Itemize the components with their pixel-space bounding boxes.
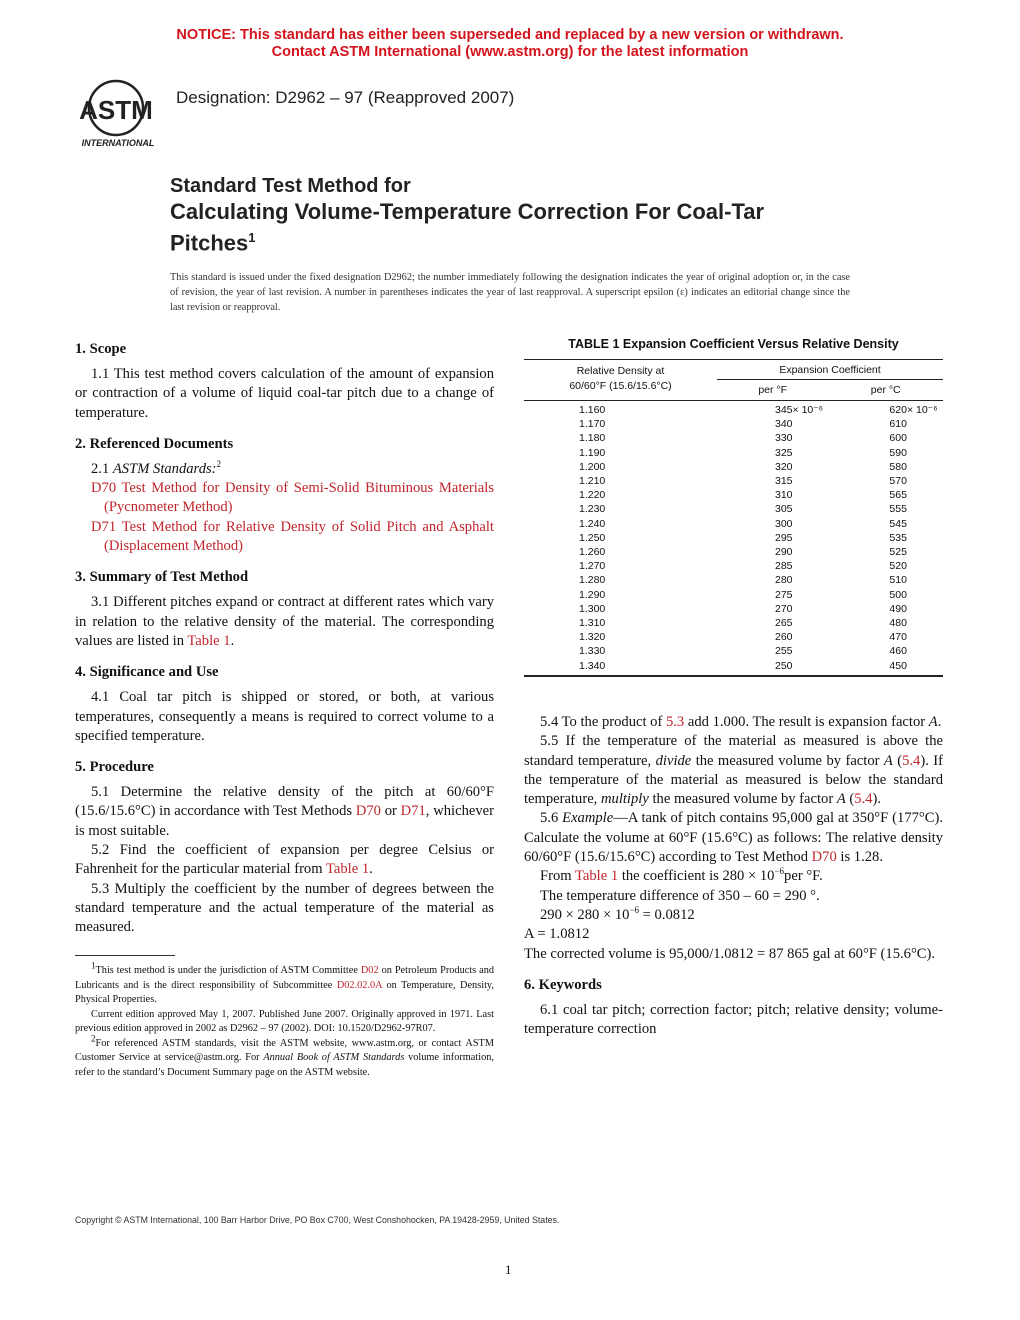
para-3-1: 3.1 Different pitches expand or contract at different rates which vary in relation to the relative density of the material. The corresponding values are listed in Table 1.: [75, 594, 494, 649]
col-header-density: Relative Density at 60/60°F (15.6/15.6°C): [569, 365, 672, 392]
table-row: [524, 431, 943, 445]
notice-line-2: Contact ASTM International (www.astm.org) for the latest information: [271, 44, 749, 60]
table-title: TABLE 1 Expansion Coefficient Versus Relative Density: [568, 337, 899, 351]
table-row: [524, 417, 943, 431]
cell-density: 1.210: [579, 475, 606, 488]
cell-density: 1.220: [579, 489, 606, 502]
table-row: [524, 644, 943, 658]
cell-density: 1.250: [579, 531, 606, 544]
para-5-1: 5.1 Determine the relative density of the pitch at 60/60°F (15.6/15.6°C) in accordance with Test Methods D70 or D71, whichever is most suitable.: [75, 784, 494, 839]
table-row: [524, 573, 943, 587]
preamble: This standard is issued under the fixed designation D2962; the number immediately following the designation indicates the year of original adoption or, in the case of revision, the year of last revision. A number in parentheses indicates the year of last reapproval. A superscript epsilon (ε) indicates an editorial change since the last revision or reapproval.: [170, 272, 850, 313]
example-line-1: From Table 1 the coefficient is $280 \times 10^{-6}per$ °F.: [540, 866, 823, 885]
cell-per-c: 610: [889, 418, 907, 431]
cell-per-c: 565: [889, 489, 907, 502]
cell-per-c: 570: [889, 475, 907, 488]
example-line-5: The corrected volume is 95,000/1.0812 = 87 865 gal at 60°F (15.6°C).: [524, 945, 936, 962]
cell-density: 1.320: [579, 631, 606, 644]
cell-per-f: 285: [775, 560, 793, 573]
cell-per-f: 340: [775, 418, 793, 431]
cell-per-c: 520: [889, 560, 907, 573]
cell-per-f: 310: [775, 489, 793, 502]
cell-per-c: 525: [889, 546, 907, 559]
cell-per-c: 535: [889, 531, 907, 544]
para-5-2: 5.2 Find the coefficient of expansion per degree Celsius or Fahrenheit for the particular material from Table 1.: [75, 842, 494, 878]
table-row: [524, 460, 943, 474]
ref-item-d71: D71 Test Method for Relative Density of Solid Pitch and Asphalt (Displacement Method): [91, 518, 494, 555]
cell-per-f: 275: [775, 588, 793, 601]
cell-per-f: 320: [775, 460, 793, 473]
title-footnote-mark: 1: [248, 230, 256, 245]
table-row: [524, 488, 943, 502]
cell-density: 1.160: [579, 404, 606, 416]
cell-per-f: 260: [775, 631, 793, 644]
link-5-3[interactable]: 5.3: [665, 714, 685, 730]
para-6-1: 6.1 coal tar pitch; correction factor; pitch; relative density; volume-temperature correction: [524, 1001, 943, 1038]
cell-density: 1.260: [579, 546, 606, 559]
cell-density: 1.300: [579, 602, 606, 615]
cell-per-c: 500: [889, 588, 907, 601]
table-row: [524, 517, 943, 531]
footnote-1: $^1$This test method is under the jurisdiction of ASTM Committee D02 on Petroleum Products and Lubricants and is the direct responsibility of Subcommittee D02.02.0A on Temperature, Density, Physical Properties.: [75, 960, 494, 1005]
link-d71[interactable]: D71: [91, 518, 117, 535]
cell-density: 1.180: [579, 432, 606, 445]
cell-density: 1.200: [579, 460, 606, 473]
page-number: 1: [505, 1262, 512, 1277]
table-row: [524, 588, 943, 602]
para-1-1: 1.1 This test method covers calculation of the amount of expansion or contraction of a volume of liquid coal-tar pitch due to a change of temperature.: [75, 366, 494, 421]
link-5-4[interactable]: 5.4: [854, 791, 873, 808]
link-d71[interactable]: D71: [400, 803, 426, 820]
link-5-4[interactable]: 5.4: [902, 752, 921, 769]
group-header-expansion: Expansion Coefficient: [717, 360, 943, 380]
cell-per-c: 555: [889, 503, 907, 516]
cell-per-c: 620× 10⁻⁶: [889, 404, 938, 416]
cell-per-c: 450: [889, 659, 907, 672]
heading-summary: 3. Summary of Test Method: [75, 569, 249, 586]
cell-per-c: 590: [889, 446, 907, 459]
table-row: [524, 403, 943, 417]
table-row: [524, 630, 943, 644]
cell-per-c: 490: [889, 602, 907, 615]
logo-caption: INTERNATIONAL: [81, 138, 155, 148]
link-d02-02-0a[interactable]: D02.02.0A: [336, 979, 383, 991]
link-table-1[interactable]: Table 1: [575, 868, 619, 885]
cell-density: 1.310: [579, 617, 606, 630]
cell-density: 1.230: [579, 503, 606, 516]
table-row: [524, 559, 943, 573]
page-title: [170, 174, 910, 256]
cell-density: 1.170: [579, 418, 606, 431]
cell-density: 1.190: [579, 446, 606, 459]
table-row: [524, 602, 943, 616]
cell-density: 1.270: [579, 560, 606, 573]
cell-per-f: 300: [775, 517, 793, 530]
cell-per-c: 510: [889, 574, 907, 587]
example-line-2: The temperature difference of 350 – 60 = 290 °.: [540, 887, 820, 904]
astm-logo-icon: [76, 78, 160, 150]
cell-per-c: 580: [889, 460, 907, 473]
heading-referenced-documents: 2. Referenced Documents: [75, 435, 234, 452]
designation: Designation: D2962 – 97 (Reapproved 2007): [176, 88, 515, 107]
footnote-divider: [75, 955, 175, 956]
title-line-1: Standard Test Method for: [170, 175, 411, 197]
para-5-5: 5.5 If the temperature of the material as measured is above the standard temperature, divide the measured volume by factor A (5.4). If the temperature of the material as measured is below the standard temperature, multiply the measured volume by factor A (5.4).: [524, 733, 943, 808]
right-column: [524, 713, 943, 1039]
link-d70[interactable]: D70: [355, 803, 381, 820]
cell-per-f: 295: [775, 531, 793, 544]
copyright: Copyright © ASTM International, 100 Barr Harbor Drive, PO Box C700, West Conshohocken, PA 19428-2959, United States.: [75, 1215, 560, 1225]
table-row: [524, 474, 943, 488]
cell-density: 1.340: [579, 659, 606, 672]
heading-procedure: 5. Procedure: [75, 759, 154, 776]
para-5-6: 5.6 Example—A tank of pitch contains 95,000 gal at 350°F (177°C). Calculate the volume at 60°F (15.6°C) as follows: The relative density 60/60°F (15.6/15.6°C) according to Test Method D70 is 1.28.: [524, 810, 943, 866]
cell-per-f: 250: [775, 659, 793, 672]
cell-per-f: 270: [775, 602, 793, 615]
table-row: [524, 531, 943, 545]
table-row: [524, 545, 943, 559]
cell-per-f: 325: [775, 446, 793, 459]
footnote-2: $^2$For referenced ASTM standards, visit the ASTM website, www.astm.org, or contact ASTM Customer Service at service@astm.org. For Annual Book of ASTM Standards volume information, refer to the standard’s Document Summary page on the ASTM website.: [75, 1033, 494, 1078]
cell-per-f: 305: [775, 503, 793, 516]
table-row: [524, 502, 943, 516]
table-row: [524, 659, 943, 673]
cell-per-f: 290: [775, 546, 793, 559]
ref-item-d70: D70 Test Method for Density of Semi-Solid Bituminous Materials (Pycnometer Method): [91, 480, 494, 516]
cell-per-f: 330: [775, 432, 793, 445]
cell-per-c: 600: [889, 432, 907, 445]
cell-per-c: 480: [889, 617, 907, 630]
notice-banner: [0, 27, 1020, 61]
cell-per-c: 460: [889, 645, 907, 658]
cell-density: 1.330: [579, 645, 606, 658]
link-table-1[interactable]: Table 1: [187, 632, 231, 649]
link-d70[interactable]: D70: [811, 849, 837, 866]
table-1: [524, 337, 943, 677]
title-line-3: Pitches: [170, 230, 249, 256]
cell-per-f: 280: [775, 574, 793, 587]
title-line-2: Calculating Volume-Temperature Correction For Coal-Tar: [170, 199, 765, 224]
para-5-3: 5.3 Multiply the coefficient by the number of degrees between the standard temperature and the actual temperature of the material as measured.: [75, 880, 494, 936]
notice-line-1: NOTICE: This standard has either been superseded and replaced by a new version or withdrawn.: [176, 27, 844, 43]
left-column: [75, 340, 494, 938]
link-d02[interactable]: D02: [360, 965, 379, 976]
col-header-per-c: per °C: [870, 384, 901, 396]
heading-significance: 4. Significance and Use: [75, 664, 219, 681]
para-4-1: 4.1 Coal tar pitch is shipped or stored, or both, at various temperatures, consequently a means is required to correct volume to a specified temperature.: [75, 689, 494, 744]
cell-density: 1.280: [579, 574, 606, 587]
footnote-1-edition: Current edition approved May 1, 2007. Published June 2007. Originally approved in 1971. Last previous edition approved in 2002 as D2962 – 97 (2002). DOI: 10.1520/D2962-97R07.: [75, 1008, 494, 1034]
cell-per-c: 470: [889, 631, 907, 644]
cell-density: 1.240: [579, 517, 606, 530]
col-header-per-f: per °F: [758, 384, 788, 396]
cell-per-f: 255: [775, 645, 793, 658]
example-line-3: $290 \times 280 \times 10^{-6} = 0.0812$: [540, 905, 695, 923]
cell-density: 1.290: [579, 588, 606, 601]
example-line-4: A = 1.0812: [524, 926, 590, 943]
link-d70[interactable]: D70: [91, 480, 117, 497]
heading-scope: 1. Scope: [75, 341, 127, 357]
expansion-table: [524, 359, 943, 673]
cell-per-f: 315: [775, 475, 793, 488]
footnotes: [75, 960, 494, 1080]
cell-per-f: 345× 10⁻⁶: [775, 404, 824, 416]
logo-letters: ASTM: [79, 95, 153, 125]
link-table-1[interactable]: Table 1: [325, 861, 370, 878]
cell-per-f: 265: [775, 617, 793, 630]
table-row: [524, 616, 943, 630]
table-row: [524, 446, 943, 460]
cell-per-c: 545: [889, 517, 907, 530]
heading-keywords: 6. Keywords: [524, 976, 602, 993]
para-5-4: 5.4 To the product of 5.3 add 1.000. The result is expansion factor A.: [540, 714, 942, 730]
para-2-1: 2.1 ASTM Standards:$^2$: [91, 459, 222, 477]
